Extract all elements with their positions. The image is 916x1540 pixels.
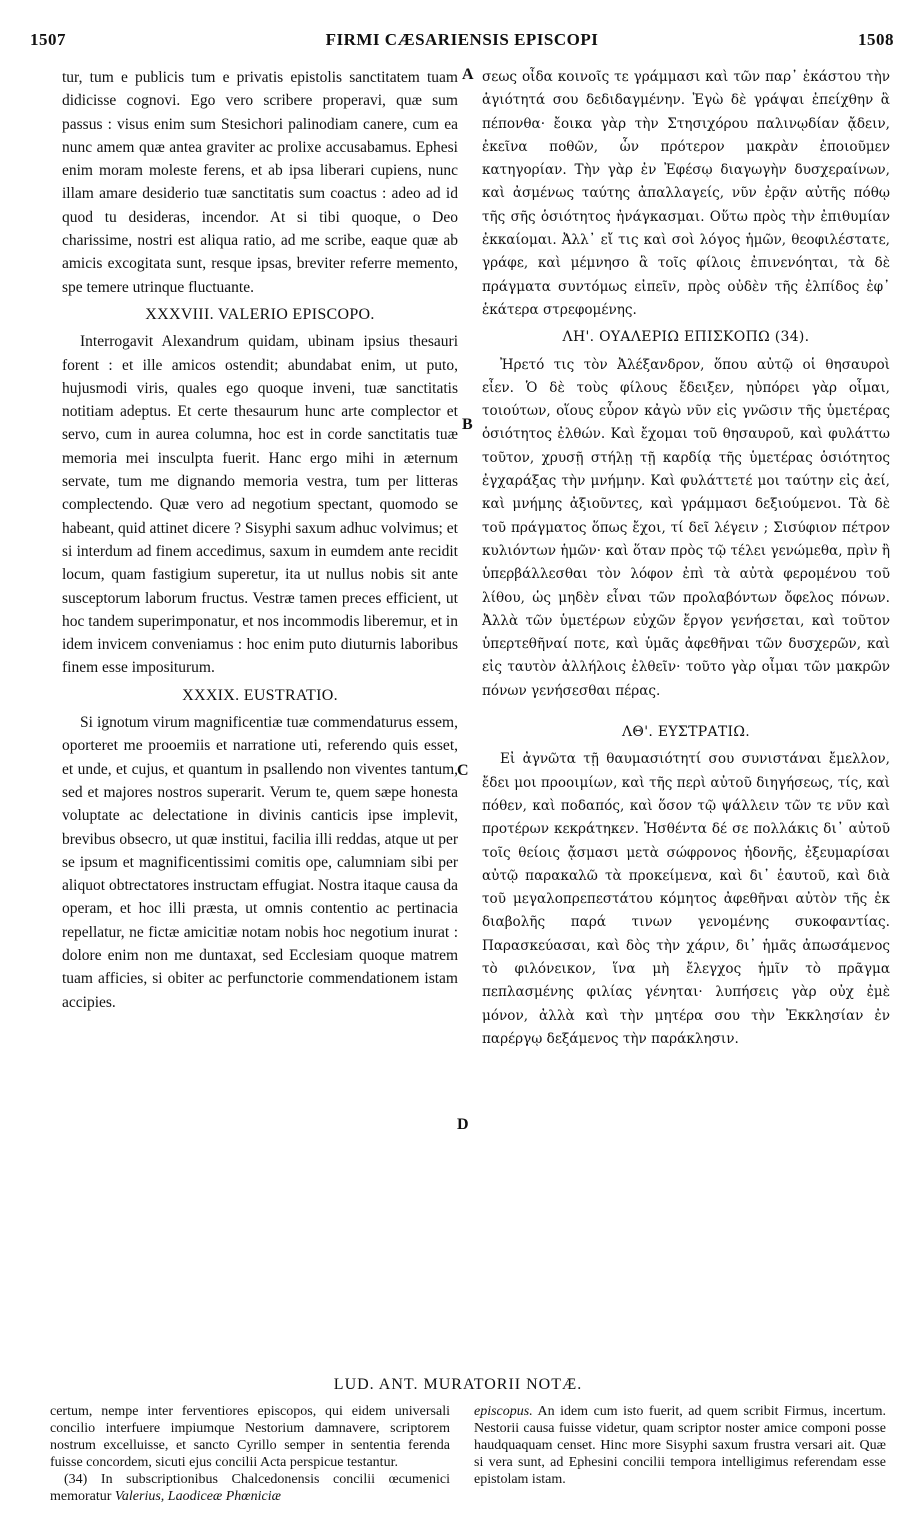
latin-heading-39: XXXIX. EUSTRATIO.: [182, 686, 338, 704]
greek-letter-39: Εἰ ἀγνῶτα τῇ θαυμασιότητί σου συνιστάναι ἔμελλον, ἔδει μοι προοιμίων, καὶ τῆς περὶ αὐτοῦ διηγήσεως, τίς, καὶ πόθεν, καὶ ποδαπός, καὶ ὅσον τῷ ψάλλειν τῶν τε νῦν καὶ προτέρων κεκράτηκεν. Ἡσθέντα δέ σε πολλάκις δι᾽ αὐτοῦ τοῖς θείοις ᾄσμασι μετὰ σώφρονος ἡδονῆς, ἐξευμαρίσαι αὐτῷ παρακαλῶ τὰ προκείμενα, καὶ δι᾽ ἑαυτοῦ, καὶ διὰ τοῦ μεγαλοπρεπεστάτου κόμητος ἀφεθῆναι αὐτὸν τῆς ἐκ διαβολῆς παρά τινων γενομένης συκοφαντίας. Παρασκεύασαι, καὶ δὸς τὴν χάριν, δι᾽ ἡμᾶς ἀπωσάμενος τὸ φιλόνεικον, ἵνα μὴ ἔλεγχος ἡμῖν τὸ πρᾶγμα πεπλασμένης φιλίας γένηται· λυπήσεις γὰρ οὐχ ἐμὲ μόνον, ἀλλὰ καὶ τὴν μητέρα σου τὴν Ἐκκλησίαν ἐν παρέργῳ δεξάμενος τὴν παράκλησιν.: [482, 751, 890, 1047]
greek-letter-38: Ἠρετό τις τὸν Ἀλέξανδρον, ὅπου αὐτῷ οἱ θησαυροὶ εἶεν. Ὁ δὲ τοὺς φίλους ἔδειξεν, ηὐπόρει γὰρ οἶμαι, τοιούτων, οἵους εὗρον κἀγὼ νῦν εἰς γνῶσιν τῆς ὑμετέρας ὁσιότητος ἐλθών. Καὶ ἔχομαι τοῦ θησαυροῦ, καὶ φυλάττω τοῦτον, χρυσῇ στήλῃ τῇ καρδίᾳ τῆς ὑμετέρας ὁσιότητος ἐγχαράξας τὴν μνήμην. Καὶ φυλάττετέ μοι ταύτην εἰς ἀεί, καὶ μνήμης ἀξιοῦντες, καὶ γράμμασι δεξιούμενοι. Τὰ δὲ τοῦ πράγματος ὅπως ἔχοι, τί δεῖ λέγειν ; Σισύφιον πέτρον κυλιόντων ἡμῶν· καὶ ὅταν πρὸς τῷ τέλει γενώμεθα, πρὶν ἢ ὑπερβάλλεσθαι τὸν λόφον ἐπὶ τὰ αὐτὰ φερομένου τοῦ λίθου, ὡς μηδὲν εἶναι τῶν προλαβόντων ὄφελος πόνων. Ἀλλὰ τῶν ὑμετέρων εὐχῶν ἔργον γενήσεται, καὶ τοῦτον ὑπερτεθῆναί ποτε, καὶ ὑμᾶς ἀφεθῆναι τῶν δυσχερῶν, καὶ εἰς ταυτὸν ἀλλήλοις ἐλθεῖν· τοῦτο γὰρ οἶμαι τῶν μακρῶν πόνων γενήσεσθαι πέρας.: [482, 356, 890, 699]
latin-heading-38: XXXVIII. VALERIO EPISCOPO.: [145, 305, 375, 323]
page-number-right: 1508: [858, 30, 894, 49]
latin-letter-39: Si ignotum virum magnificentiæ tuæ commendaturus essem, oporteret me prooemiis et narratione uti, referendo quis esset, et unde, et cujus, et quantum in psallendo non viventes tantum, sed et majores nostros superarit. Verum te, quem sæpe honesta voluptate ac delectatione in divinis canticis ipse implevit, brevibus obsecro, ut quæ institui, facilia illi reddas, atque ut per se ipsum et magnificentissimi comitis ope, calumniam sibi per aliquot obtrectatores instructam effugiat. Nostra itaque causa da operam, et hoc illi præsta, ut omnis contentio ac pertinacia repellatur, ne fictæ amicitiæ notam nobis hoc negotium inurat : dolore enim non me duntaxat, sed Ecclesiam quoque matrem tuam afficies, si obiter ac perfunctorie commendationem istam accipies.: [62, 714, 458, 1011]
note-34-continued-italic: episcopus.: [474, 1404, 533, 1419]
note-continuation: certum, nempe inter ferventiores episcopos, qui eidem universali concilio interfuere impiumque Nestorium damnavere, scriptorem nostrum excelluisse, et sancto Cyrillo semper in sententia ferenda fuisse concordem, sicuti ejus concilii Acta perspicue testantur.: [50, 1404, 450, 1470]
latin-letter-38: Interrogavit Alexandrum quidam, ubinam ipsius thesauri forent : et ille amicos ostendit; abundabat enim, ut puto, hujusmodi viris, quales ego quoque inveni, tuæ sanctitatis notitiam adeptus. Et certe thesaurum hunc arte complector et servo, cum in aurea columna, hoc est in corde sanctitatis tuæ memoria mei insculpta fuerit. Hanc ergo mihi in æternum servate, tum me dignando memoria vestra, tum per litteras complectendo. Quæ vero ad negotium spectant, quomodo se habeant, quid attinet dicere ? Sisyphi saxum adhuc volvimus; et si interdum ad finem accedimus, saxum in eumdem ante recidit locum, quam fastigium superetur, ita ut nullus nobis sit ante susceptorum laborum fructus. Vestræ tamen preces efficient, ut hoc tandem superimponatur, et nos incommodis liberemur, et in idem invicem conveniamus : hoc enim puto diuturnis laboribus finem esse impositurum.: [62, 333, 458, 677]
page-number-left: 1507: [30, 30, 66, 49]
running-title: FIRMI CÆSARIENSIS EPISCOPI: [325, 30, 599, 49]
notes-right-column: [474, 1403, 886, 1488]
latin-opening-paragraph: tur, tum e publicis tum e privatis epistolis sanctitatem tuam didicisse cognovi. Ego vero scribere properavi, quæ sum passus : visus enim sum Stesichori palinodiam canere, cum ea nunc amem quæ antea graviter ac prolixe accusabamus. Ephesi enim moram moleste ferens, et ab ipsa liberari cupiens, nunc illam amare desiderio tuæ sanctitatis sum coactus : adeo ad id quod tu desideras, incendor. At si tibi quoque, o Deo charissime, nostri est aliqua ratio, ad me scribe, eaque quæ ab amicis excogitata sunt, resque ipsas, breviter referre memento, spe temere utrinque fluctuante.: [62, 69, 458, 296]
greek-heading-39: ΛΘ'. ΕΥΣΤΡΑΤΙΩ.: [622, 724, 750, 741]
greek-opening-paragraph: σεως οἶδα κοινοῖς τε γράμμασι καὶ τῶν παρ᾽ ἑκάστου τὴν ἁγιότητά σου δεδιδαγμένην. Ἐγὼ δὲ γράψαι ἐπείχθην ἃ πέπονθα· ἔοικα γὰρ τὴν Στησιχόρου παλινῳδίαν ᾄδειν, ἐκεῖνα ποθῶν, ὧν πρότερον μακρὰν ἐποιοῦμεν κατηγορίαν. Τὴν γὰρ ἐν Ἐφέσῳ διαγωγὴν δυσχεραίνων, καὶ ἀσμένως ταύτης ἀπαλλαγείς, νῦν ἐρᾷν αὐτῆς πόθῳ τῆς σῆς ὁσιότητος ἠνάγκασμαι. Οὕτω πρὸς τὴν ἐπιθυμίαν ἐκκαίομαι. Ἀλλ᾽ εἴ τις καὶ σοὶ λόγος ἡμῶν, θεοφιλέστατε, γράφε, καὶ μέμνησο ἃ τοῖς φίλοις ἐπινενόηται, τὰ δὲ πράγματα συντόμως εἰπεῖν, πρὸς οὐδὲν τῆς ἐλπίδος ἐφ᾽ ἑκάτερα στρεφομένης.: [482, 69, 890, 318]
note-34-continued: [474, 1403, 886, 1488]
note-34-italic: Valerius, Laodiceæ Phœniciæ: [114, 1489, 281, 1504]
running-header: [30, 30, 894, 54]
note-34-text: (34) In subscriptionibus Chalcedonensis concilii œcumenici memoratur: [50, 1472, 450, 1504]
notes-title: LUD. ANT. MURATORII NOTÆ.: [333, 1376, 583, 1393]
margin-letter-a: A: [462, 66, 474, 83]
greek-heading-38: ΛΗ'. ΟΥΑΛΕΡΙΩ ΕΠΙΣΚΟΠΩ (34).: [562, 329, 810, 346]
margin-letter-b: B: [462, 416, 473, 433]
margin-letter-c: C: [457, 762, 469, 779]
latin-column: [62, 66, 458, 1014]
notes-left-column: [50, 1403, 450, 1505]
note-34-continued-text: An idem cum isto fuerit, ad quem scribit Firmus, incertum. Nestorii causa fuisse videtur, quam scriptor noster amice componi posse haudquaquam censet. Hinc more Sisyphi saxum frustra versari ait. Quæ si vera sunt, ad Ephesini concilii tempora intelligimus referendam esse epistolam istam.: [474, 1404, 886, 1487]
margin-letter-d: D: [457, 1116, 469, 1133]
greek-column: [482, 66, 890, 1051]
note-34: [50, 1471, 450, 1505]
